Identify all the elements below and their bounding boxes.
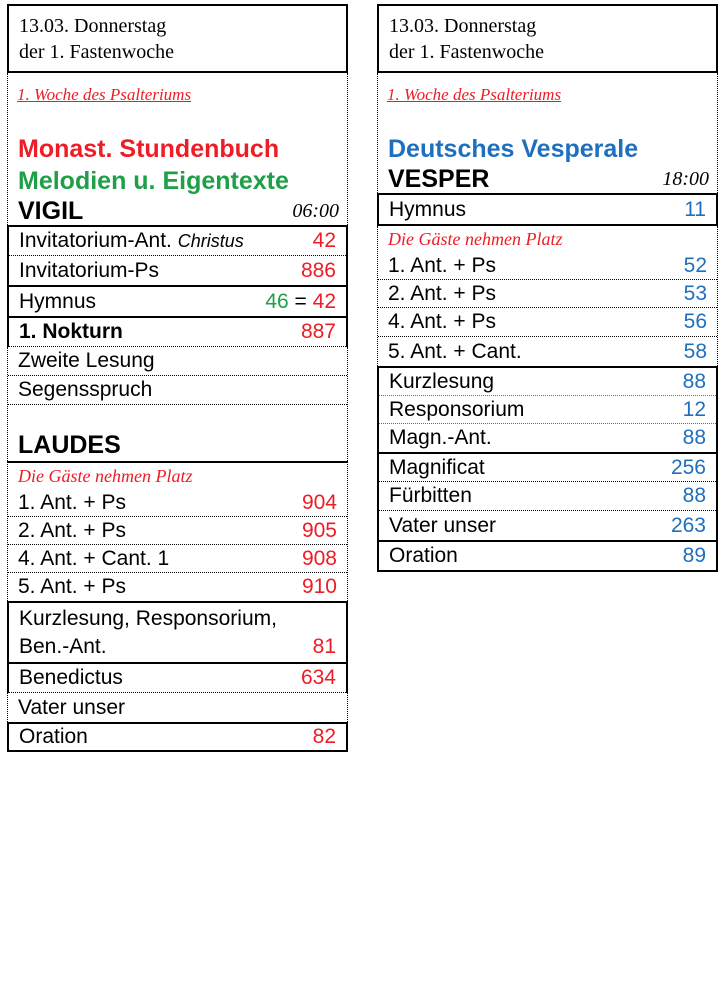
spacer	[8, 405, 347, 429]
vigil-heading	[8, 197, 347, 225]
list-item	[379, 482, 716, 511]
item-label: Vater unser	[18, 695, 125, 719]
list-item	[9, 287, 346, 316]
list-item	[9, 632, 346, 662]
item-label: 1. Ant. + Ps	[388, 253, 496, 277]
date-header	[377, 4, 718, 73]
page-number: 886	[300, 258, 336, 282]
item-label: 5. Ant. + Ps	[18, 575, 126, 598]
left-column	[7, 4, 348, 752]
page-number: 908	[301, 546, 337, 570]
item-label: 2. Ant. + Ps	[388, 281, 496, 305]
list-item	[379, 195, 716, 224]
item-label: Invitatorium-Ps	[19, 258, 160, 282]
oration-box	[377, 542, 718, 572]
guest-note: Die Gäste nehmen Platz	[388, 229, 563, 249]
page-number: 42	[312, 229, 336, 252]
section-title: LAUDES	[18, 431, 121, 459]
item-label: Kurzlesung, Responsorium,	[19, 607, 277, 630]
book-title: Deutsches Vesperale	[388, 135, 639, 163]
psalter-week: 1. Woche des Psalteriums	[17, 85, 192, 104]
item-label: Zweite Lesung	[18, 349, 155, 372]
date-header	[7, 4, 348, 73]
list-item	[8, 489, 347, 517]
kurzlesung-box	[7, 601, 348, 664]
list-item	[9, 227, 346, 256]
list-item	[379, 454, 716, 482]
page-number: 256	[670, 455, 706, 479]
kurzlesung-box	[377, 366, 718, 454]
item-label: Benedictus	[19, 666, 123, 689]
list-item	[378, 252, 717, 280]
item-label: Responsorium	[389, 397, 525, 421]
page-number: 81	[312, 635, 336, 658]
section-time: 06:00	[292, 200, 339, 222]
item-label: Invitatorium-Ant. Christus	[19, 229, 244, 252]
section-time: 18:00	[662, 168, 709, 190]
list-item	[379, 511, 716, 540]
page-number: 58	[683, 339, 707, 363]
list-item	[9, 664, 346, 693]
page-number: 53	[683, 281, 707, 305]
page-number: 56	[683, 310, 707, 333]
item-label: Oration	[19, 725, 88, 748]
item-label: Magn.-Ant.	[389, 426, 492, 449]
vigil-block	[7, 73, 348, 225]
item-label: 4. Ant. + Ps	[388, 310, 496, 333]
page-number: 88	[682, 369, 706, 393]
item-extra: Christus	[177, 231, 244, 251]
list-item	[9, 318, 346, 347]
page-number: 910	[301, 575, 337, 598]
item-label: Kurzlesung	[389, 369, 495, 393]
page-number: 904	[301, 490, 337, 514]
lesung-block	[7, 347, 348, 461]
page-number: 46 = 42	[265, 289, 336, 313]
list-item	[379, 368, 716, 396]
spacer	[378, 109, 717, 133]
page-number: 52	[683, 253, 707, 277]
list-item	[379, 542, 716, 570]
page-number: 88	[682, 484, 706, 507]
right-column	[377, 4, 718, 572]
item-label: 5. Ant. + Cant.	[388, 339, 522, 363]
section-title: VIGIL	[18, 197, 84, 225]
oration-box	[7, 722, 348, 752]
list-item	[9, 724, 346, 750]
list-item	[8, 545, 347, 573]
item-label: Vater unser	[389, 513, 496, 537]
item-label: Oration	[389, 544, 458, 567]
item-label: Hymnus	[389, 197, 467, 221]
page-number: 634	[300, 666, 336, 689]
book-subtitle: Melodien u. Eigentexte	[18, 167, 289, 195]
page-number: 905	[301, 518, 337, 542]
date-line: 13.03. Donnerstag	[389, 15, 537, 37]
item-label: Hymnus	[19, 289, 97, 313]
page-number: 11	[684, 197, 706, 221]
list-item	[9, 256, 346, 285]
date-line: 13.03. Donnerstag	[19, 15, 167, 37]
psalter-week: 1. Woche des Psalteriums	[387, 85, 562, 104]
list-item	[378, 308, 717, 337]
item-label: 4. Ant. + Cant. 1	[18, 546, 170, 570]
page-number: 89	[682, 544, 706, 567]
hymnus-box	[7, 287, 348, 318]
page-number: 88	[682, 426, 706, 449]
item-label: 2. Ant. + Ps	[18, 518, 126, 542]
page-number: 887	[300, 320, 336, 343]
vater-block	[7, 693, 348, 722]
hymnus-box	[377, 193, 718, 226]
list-item	[378, 337, 717, 366]
page-number: 263	[670, 513, 706, 537]
vesper-intro	[377, 73, 718, 193]
page-number: 82	[312, 725, 336, 748]
benedictus-box	[7, 664, 348, 693]
guest-note: Die Gäste nehmen Platz	[18, 466, 193, 486]
list-item	[379, 396, 716, 424]
vesper-heading	[378, 165, 717, 193]
page-number: 12	[682, 397, 706, 421]
laudes-heading	[8, 429, 347, 461]
week-line: der 1. Fastenwoche	[389, 41, 544, 63]
magnificat-box	[377, 454, 718, 542]
list-item	[379, 424, 716, 452]
nokturn-box	[7, 318, 348, 347]
spacer	[8, 109, 347, 133]
list-item	[378, 280, 717, 308]
item-label: Magnificat	[389, 455, 485, 479]
week-line: der 1. Fastenwoche	[19, 41, 174, 63]
book-title: Monast. Stundenbuch	[18, 135, 280, 163]
section-title: VESPER	[388, 165, 490, 193]
invitatorium-box	[7, 225, 348, 287]
list-item	[8, 573, 347, 601]
item-label: Segensspruch	[18, 378, 153, 401]
list-item	[8, 693, 347, 722]
item-label: Ben.-Ant.	[19, 635, 107, 658]
item-label: 1. Ant. + Ps	[18, 490, 126, 514]
item-label: 1. Nokturn	[19, 320, 123, 343]
item-label: Fürbitten	[389, 484, 472, 507]
laudes-rows	[7, 461, 348, 601]
list-item	[8, 376, 347, 405]
vesper-rows	[377, 226, 718, 366]
list-item	[8, 517, 347, 545]
list-item	[8, 347, 347, 376]
